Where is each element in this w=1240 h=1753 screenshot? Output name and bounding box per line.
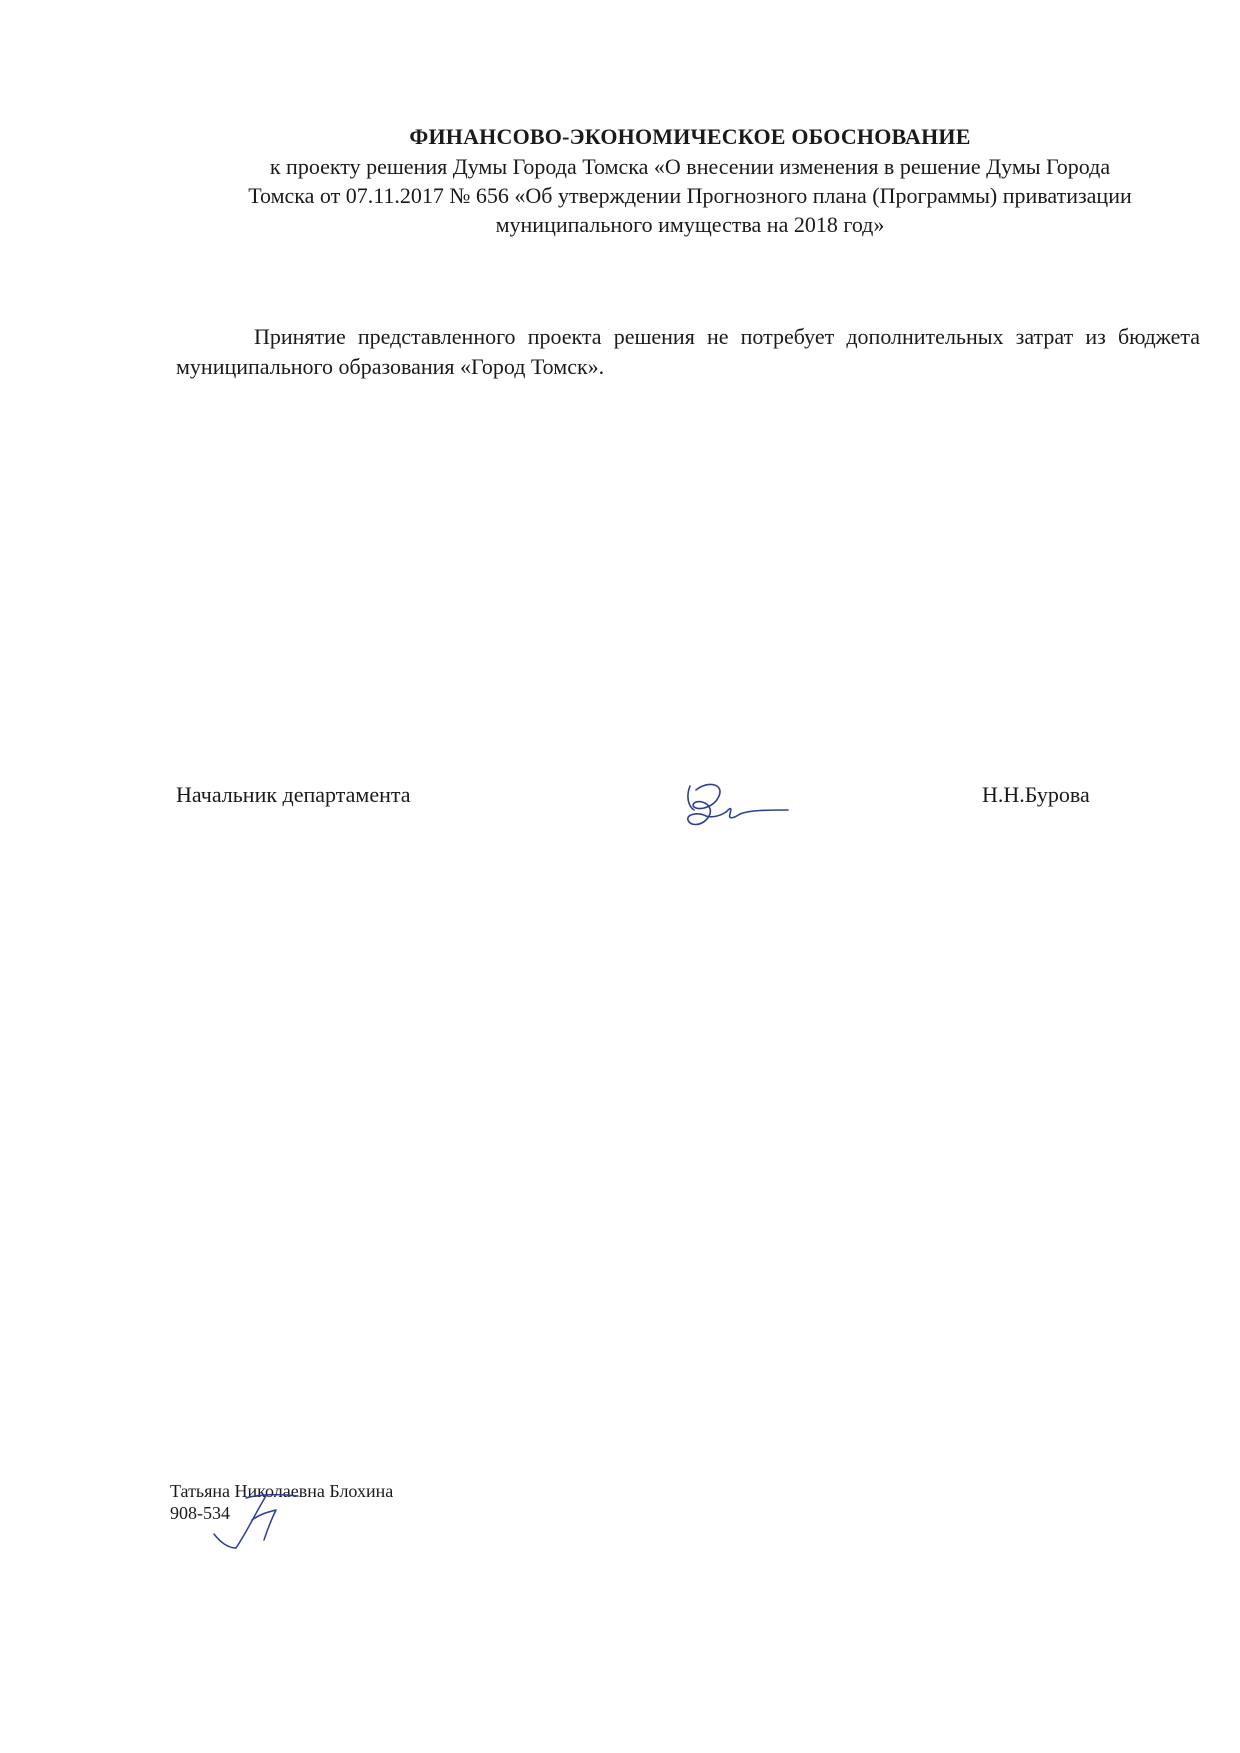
signatory-position: Начальник департамента (176, 782, 411, 807)
executor-signature-icon (206, 1490, 306, 1558)
document-subtitle-line-2: Томска от 07.11.2017 № 656 «Об утверждении Прогнозного плана (Программы) приватизации (248, 183, 1132, 208)
signature-icon (676, 776, 796, 836)
document-subtitle-line-3: муниципального имущества на 2018 год» (495, 212, 885, 237)
document-subtitle-line-1: к проекту решения Думы Города Томска «О внесении изменения в решение Думы Города (269, 154, 1111, 179)
signatory-name: Н.Н.Бурова (982, 782, 1090, 807)
executor-phone: 908-534 (170, 1503, 230, 1523)
executor-name: Татьяна Николаевна Блохина (170, 1481, 394, 1501)
body-paragraph: Принятие представленного проекта решения не потребует дополнительных затрат из бюджета муниципального образования «Город Томск». (176, 324, 1200, 379)
document-title: ФИНАНСОВО-ЭКОНОМИЧЕСКОЕ ОБОСНОВАНИЕ (409, 124, 971, 149)
title-block (170, 122, 1210, 239)
